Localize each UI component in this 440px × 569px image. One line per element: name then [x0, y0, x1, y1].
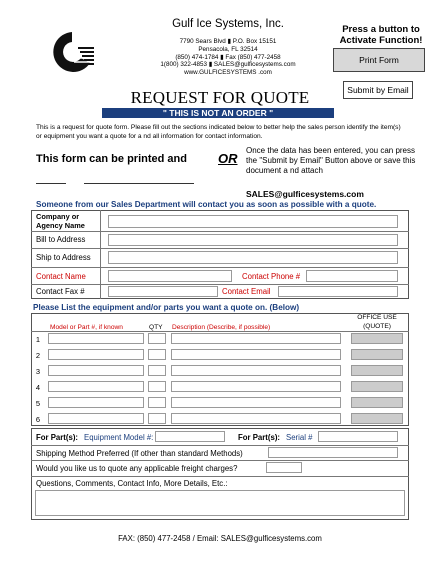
address-line: 7790 Sears Blvd ▮ P.O. Box 15151 — [179, 38, 277, 45]
divider — [36, 183, 66, 184]
company-address — [148, 38, 308, 77]
description-column-header: Description (Describe, if possible) — [172, 324, 271, 331]
divider — [31, 331, 409, 332]
not-order-banner: " THIS IS NOT AN ORDER " — [102, 108, 334, 118]
contact-fax-label: Contact Fax # — [36, 287, 85, 296]
qty-field[interactable] — [148, 397, 166, 408]
ship-to-field[interactable] — [108, 251, 398, 264]
serial-field[interactable] — [318, 431, 398, 442]
divider — [31, 445, 409, 446]
model-column-header: Model or Part #, if known — [50, 324, 123, 331]
model-field[interactable] — [48, 413, 144, 424]
print-form-button[interactable]: Print Form — [333, 48, 425, 72]
company-logo-icon — [50, 30, 94, 76]
row-number: 5 — [35, 399, 41, 408]
model-field[interactable] — [48, 397, 144, 408]
divider — [31, 284, 409, 285]
contact-section-heading: Someone from our Sales Department will contact you as soon as possible with a quote. — [36, 200, 377, 209]
description-field[interactable] — [171, 413, 341, 424]
press-button-instruction — [335, 24, 427, 46]
divider — [31, 248, 409, 249]
model-field[interactable] — [48, 333, 144, 344]
qty-field[interactable] — [148, 381, 166, 392]
company-name-field[interactable] — [108, 215, 398, 228]
freight-label: Would you like us to quote any applicable freight charges? — [36, 464, 238, 473]
office-quote-field — [351, 365, 403, 376]
contact-email-field[interactable] — [278, 286, 398, 297]
serial-label: Serial # — [286, 433, 313, 442]
office-use-header — [354, 313, 400, 331]
divider — [31, 476, 409, 477]
contact-phone-label: Contact Phone # — [242, 272, 301, 281]
model-field[interactable] — [48, 381, 144, 392]
description-field[interactable] — [171, 365, 341, 376]
office-quote-field — [351, 381, 403, 392]
row-number: 4 — [35, 383, 41, 392]
company-label-line: Agency Name — [36, 221, 85, 230]
office-quote-field — [351, 413, 403, 424]
qty-field[interactable] — [148, 349, 166, 360]
bill-to-field[interactable] — [108, 234, 398, 246]
divider — [31, 267, 409, 268]
company-name: Gulf Ice Systems, Inc. — [172, 18, 284, 30]
divider — [84, 183, 194, 184]
once-entered-text: Once the data has been entered, you can press the "Submit by Email" Button above or save this document a nd attach — [246, 146, 416, 175]
company-name-label — [36, 212, 85, 230]
submit-by-email-button[interactable]: Submit by Email — [343, 81, 413, 99]
qty-field[interactable] — [148, 365, 166, 376]
office-quote-field — [351, 397, 403, 408]
row-number: 6 — [35, 415, 41, 424]
sales-email-text: SALES@gulficesystems.com — [246, 189, 364, 199]
questions-label: Questions, Comments, Contact Info, More Details, Etc.: — [36, 479, 228, 488]
description-field[interactable] — [171, 381, 341, 392]
row-number: 1 — [35, 335, 41, 344]
can-print-text: This form can be printed and — [36, 153, 187, 165]
footer-contact: FAX: (850) 477-2458 / Email: SALES@gulficesystems.com — [118, 534, 322, 543]
contact-phone-field[interactable] — [306, 270, 398, 282]
contact-name-field[interactable] — [108, 270, 232, 282]
contact-fax-field[interactable] — [108, 286, 218, 297]
address-line: www.GULFICESYSTEMS .com — [184, 69, 272, 77]
intro-text: This is a request for quote form. Please fill out the sections indicated below to better help the sales person identify the item(s) or equipment you want a quote for a nd all information for contact information. — [36, 124, 401, 140]
row-number: 2 — [35, 351, 41, 360]
address-line: (850) 474-1784 ▮ Fax (850) 477-2458 — [175, 53, 281, 61]
qty-field[interactable] — [148, 413, 166, 424]
office-quote-field — [351, 333, 403, 344]
contact-name-label: Contact Name — [36, 272, 86, 281]
divider — [31, 460, 409, 461]
press-line-1: Press a button to — [342, 24, 420, 35]
equipment-model-label: Equipment Model #: — [84, 433, 154, 442]
contact-email-label: Contact Email — [222, 287, 271, 296]
address-line: Pensacola, FL 32514 — [198, 45, 258, 53]
model-field[interactable] — [48, 365, 144, 376]
freight-field[interactable] — [266, 462, 302, 473]
office-quote-field — [351, 349, 403, 360]
address-line: 1(800) 322-4853 ▮ SALES@gulficesystems.com — [160, 61, 296, 69]
ship-to-label: Ship to Address — [36, 253, 91, 262]
office-use-line: OFFICE USE — [357, 314, 397, 321]
for-parts-label: For Part(s): — [238, 433, 281, 442]
row-number: 3 — [35, 367, 41, 376]
office-use-line: (QUOTE) — [363, 323, 391, 330]
equipment-model-field[interactable] — [155, 431, 225, 442]
or-text: OR — [218, 151, 238, 166]
press-line-2: Activate Function! — [339, 35, 423, 46]
for-parts-label: For Part(s): — [36, 433, 79, 442]
bill-to-label: Bill to Address — [36, 235, 86, 244]
qty-field[interactable] — [148, 333, 166, 344]
shipping-label: Shipping Method Preferred (If other than standard Methods) — [36, 449, 243, 458]
description-field[interactable] — [171, 333, 341, 344]
equipment-section-heading: Please List the equipment and/or parts you want a quote on. (Below) — [33, 303, 300, 312]
description-field[interactable] — [171, 397, 341, 408]
description-field[interactable] — [171, 349, 341, 360]
page-title: REQUEST FOR QUOTE — [130, 88, 310, 107]
shipping-field[interactable] — [268, 447, 398, 458]
qty-column-header: QTY — [149, 324, 163, 331]
company-label-line: Company or — [36, 212, 80, 221]
questions-textarea[interactable] — [35, 490, 405, 516]
model-field[interactable] — [48, 349, 144, 360]
divider — [31, 231, 409, 232]
divider — [100, 210, 101, 299]
